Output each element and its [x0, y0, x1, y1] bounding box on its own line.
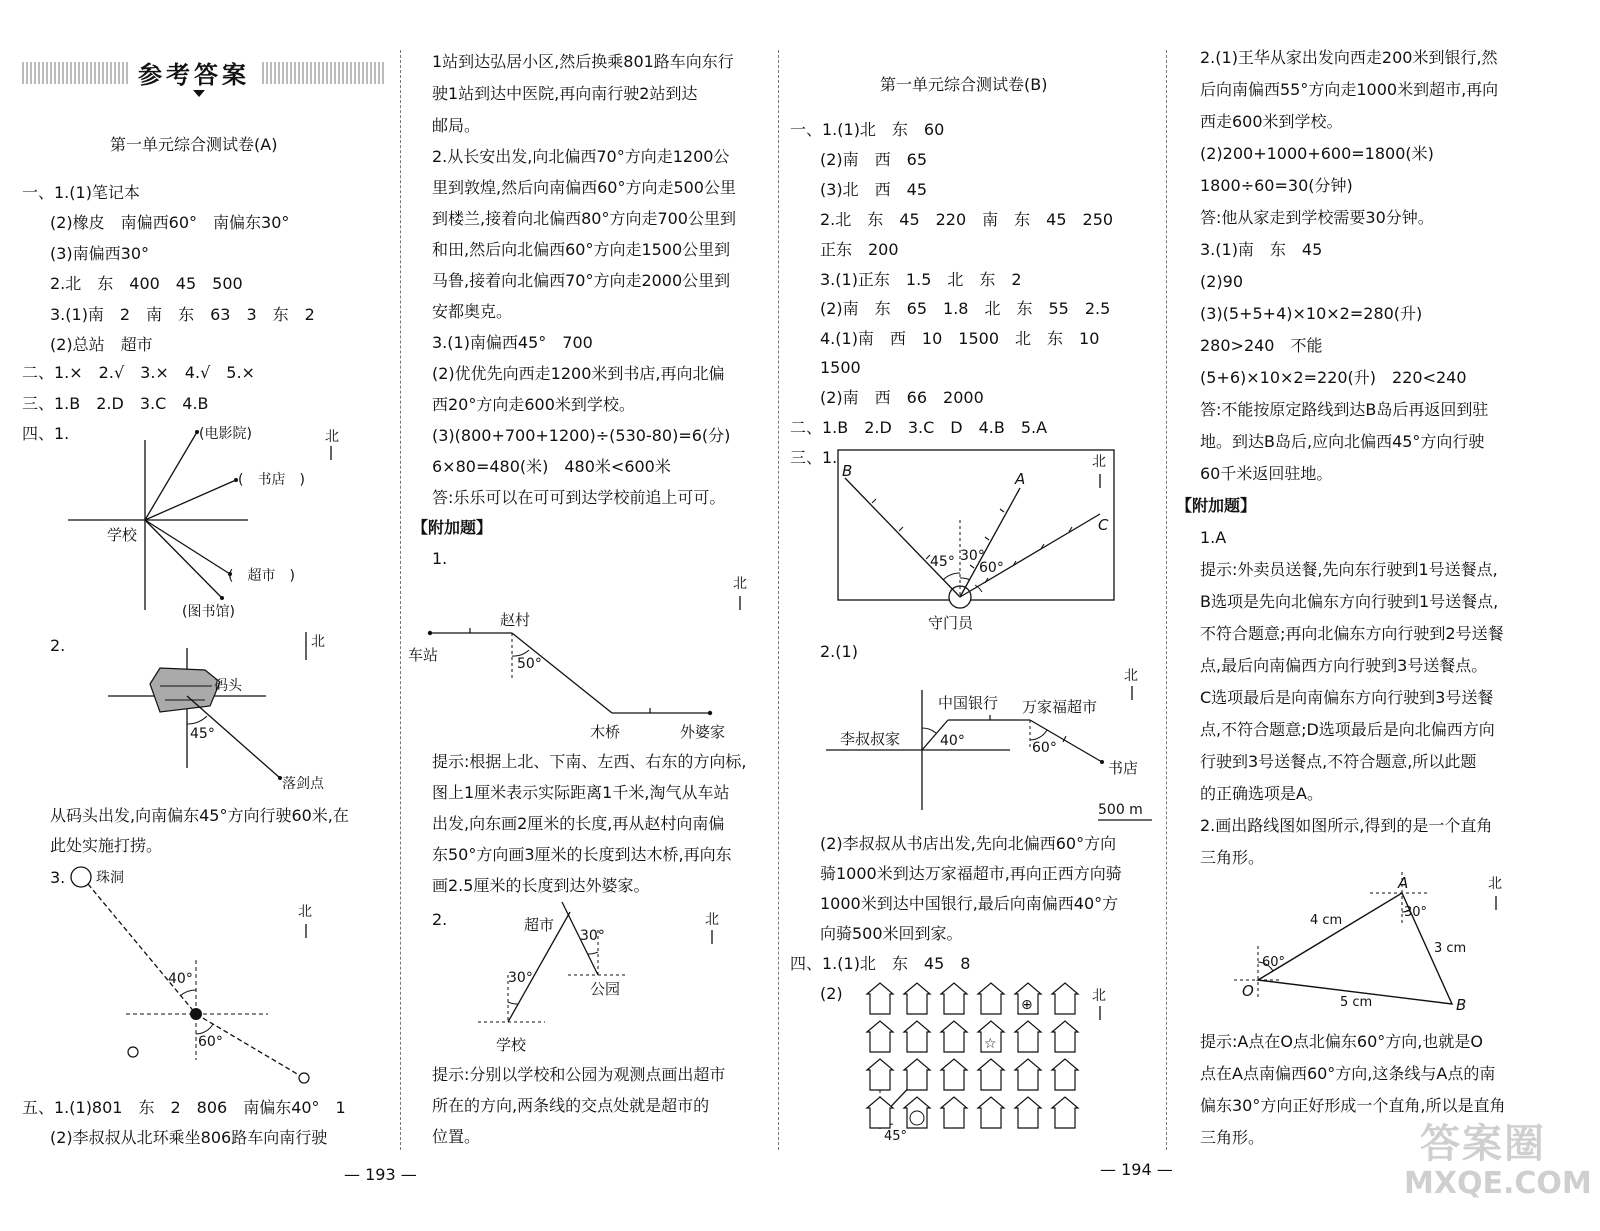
angle-label-40: 40°	[168, 971, 193, 987]
bank-label: 中国银行	[938, 694, 999, 712]
text-line: 答:他从家走到学校需要30分钟。	[1200, 208, 1434, 227]
text-line: 2.北 东 45 220 南 东 45 250	[820, 210, 1114, 229]
angle-label-45: 45°	[930, 554, 955, 570]
angle-label-60: 60°	[1032, 740, 1057, 756]
hint-line: 画2.5厘米的长度到达外婆家。	[432, 876, 650, 895]
north-label: 北	[325, 429, 339, 445]
text-line: 提示:外卖员送餐,先向东行驶到1号送餐点,	[1200, 560, 1498, 579]
text-line: C选项最后是向南偏东方向行驶到3号送餐	[1200, 688, 1494, 707]
bookstore-label: ( 书店 )	[238, 472, 305, 488]
angle-label-2: 30°	[508, 970, 533, 986]
angle-label-40: 40°	[940, 733, 965, 749]
text-line: (2)90	[1200, 272, 1244, 291]
text-line: 1500	[820, 358, 861, 377]
school-label: 学校	[496, 1036, 527, 1054]
text-line: (2)李叔叔从北环乘坐806路车向南行驶	[50, 1128, 328, 1147]
house-icon	[1015, 1021, 1041, 1052]
text-line: 地。到达B岛后,应向北偏西45°方向行驶	[1200, 432, 1485, 451]
hint-line: 所在的方向,两条线的交点处就是超市的	[432, 1096, 710, 1115]
text-line: 60千米返回驻地。	[1200, 464, 1333, 483]
text-line: 1.	[432, 549, 448, 568]
watermark-url: MXQE.COM	[1404, 1166, 1592, 1201]
point-o-label: O	[1242, 982, 1254, 1000]
text-line: 1800÷60=30(分钟)	[1200, 176, 1353, 195]
north-label: 北	[311, 634, 325, 650]
hint-line: 三角形。	[1200, 1128, 1265, 1147]
point-a-label: A	[1015, 470, 1026, 488]
text-line: 和田,然后向北偏西60°方向走1500公里到	[432, 240, 731, 259]
text-line: 二、1.× 2.√ 3.× 4.√ 5.×	[22, 363, 255, 382]
side-ab-label: 3 cm	[1434, 941, 1467, 956]
hint-line: 点在A点南偏西60°方向,这条线与A点的南	[1200, 1064, 1496, 1083]
hint-line: 位置。	[432, 1127, 481, 1146]
text-line: 二、1.B 2.D 3.C D 4.B 5.A	[790, 418, 1048, 437]
text-line: 到楼兰,接着向北偏西80°方向走700公里到	[432, 209, 736, 228]
text-line: (2)李叔叔从书店出发,先向北偏西60°方向	[820, 834, 1117, 853]
text-line: (2)南 西 66 2000	[820, 388, 984, 407]
text-line: 2.北 东 400 45 500	[50, 274, 243, 293]
text-line: B选项是先向北偏东方向行驶到1号送餐点,	[1200, 592, 1499, 611]
text-line: 行驶到3号送餐点,不符合题意,所以此题	[1200, 752, 1477, 771]
side-ob-label: 5 cm	[1340, 995, 1373, 1010]
library-label: (图书馆)	[182, 604, 235, 620]
watermark-logo: 答案圈	[1420, 1121, 1546, 1167]
north-label: 北	[1124, 668, 1138, 684]
angle-label-1: 30°	[580, 928, 605, 944]
text-line: 后向南偏西55°方向走1000米到超市,再向	[1200, 80, 1499, 99]
target-icon: ⊕	[1021, 997, 1033, 1013]
island-label: 珠洞	[96, 870, 124, 886]
text-line: (3)北 西 45	[820, 180, 928, 199]
north-label: 北	[1092, 988, 1106, 1004]
text-line: 6×80=480(米) 480米<600米	[432, 457, 671, 476]
star-icon: ☆	[984, 1036, 997, 1052]
angle-label-60: 60°	[979, 560, 1004, 576]
house-icon	[941, 1059, 967, 1090]
text-line: 五、1.(1)801 东 2 806 南偏东40° 1	[22, 1098, 346, 1117]
text-line: 里到敦煌,然后向南偏西60°方向走500公里	[432, 178, 736, 197]
text-line: (3)(5+5+4)×10×2=280(升)	[1200, 304, 1423, 323]
house-icon	[941, 1021, 967, 1052]
point-b-label: B	[842, 462, 853, 480]
section-heading-a: 第一单元综合测试卷(A)	[110, 135, 278, 154]
text-line: 三角形。	[1200, 848, 1265, 867]
point-a-label: A	[1398, 874, 1409, 892]
house-icon	[1052, 1097, 1078, 1128]
section-heading-b: 第一单元综合测试卷(B)	[880, 75, 1048, 94]
text-line: 答:不能按原定路线到达B岛后再返回到驻	[1200, 400, 1489, 419]
text-line: 骑1000米到达万家福超市,再向正西方向骑	[820, 864, 1122, 883]
scale-label: 500 m	[1098, 802, 1143, 818]
school-label: 学校	[107, 526, 138, 544]
text-line: 三、1.	[790, 448, 838, 467]
question-number: 2.	[432, 910, 448, 929]
text-line: (2)200+1000+600=1800(米)	[1200, 144, 1434, 163]
point-b-label: B	[1456, 996, 1467, 1014]
hint-line: 偏东30°方向正好形成一个直角,所以是直角	[1200, 1096, 1506, 1115]
goalkeeper-label: 守门员	[928, 614, 974, 632]
supermarket-label: 超市	[524, 916, 555, 934]
text-line: 不符合题意;再向北偏东方向行驶到2号送餐	[1200, 624, 1504, 643]
house-icon	[867, 1059, 893, 1090]
text-line: 四、1.(1)北 东 45 8	[790, 954, 971, 973]
house-icon	[978, 1059, 1004, 1090]
house-icon	[1015, 1097, 1041, 1128]
point-c-label: C	[1098, 516, 1109, 534]
text-line: 点,不符合题意;D选项最后是向北偏西方向	[1200, 720, 1495, 739]
north-label: 北	[733, 576, 747, 592]
text-line: 从码头出发,向南偏东45°方向行驶60米,在	[50, 806, 349, 825]
text-line: (2)南 西 65	[820, 150, 928, 169]
question-number: 2.(1)	[820, 642, 858, 661]
bookstore-label: 书店	[1108, 759, 1139, 777]
point-label: 落剑点	[282, 776, 324, 792]
side-ao-label: 4 cm	[1310, 913, 1343, 928]
page-title: 参考答案	[138, 55, 250, 90]
text-line: 3.(1)南 东 45	[1200, 240, 1323, 259]
house-icon	[867, 1097, 893, 1128]
text-line: 3.	[50, 868, 66, 887]
text-line: 4.(1)南 西 10 1500 北 东 10	[820, 329, 1100, 348]
angle-label: 50°	[517, 656, 542, 672]
text-line: 一、1.(1)北 东 60	[790, 120, 945, 139]
text-line: 此处实施打捞。	[50, 836, 163, 855]
park-label: 公园	[590, 980, 621, 998]
text-line: (2)总站 超市	[50, 335, 153, 354]
house-icon	[941, 1097, 967, 1128]
text-line: 驶1站到达中医院,再向南行驶2站到达	[432, 84, 698, 103]
north-label: 北	[1092, 454, 1106, 470]
house-icon	[1052, 1059, 1078, 1090]
text-line: 2.	[50, 636, 66, 655]
text-line: 1站到达弘居小区,然后换乘801路车向东行	[432, 52, 734, 71]
home-label: 李叔叔家	[840, 730, 901, 748]
text-line: 1000米到达中国银行,最后向南偏西40°方	[820, 894, 1119, 913]
hint-line: 提示:分别以学校和公园为观测点画出超市	[432, 1065, 726, 1084]
text-line: (5+6)×10×2=220(升) 220<240	[1200, 368, 1467, 387]
bridge-label: 木桥	[590, 723, 621, 741]
text-line: 西走600米到学校。	[1200, 112, 1343, 131]
text-line: 三、1.B 2.D 3.C 4.B	[22, 394, 209, 413]
dock-label: 码头	[214, 678, 242, 694]
hint-line: 提示:根据上北、下南、左西、右东的方向标,	[432, 752, 747, 771]
section-label: 【附加题】	[1176, 496, 1257, 515]
north-label: 北	[1488, 876, 1502, 892]
grandma-label: 外婆家	[680, 723, 726, 741]
north-label: 北	[705, 912, 719, 928]
house-icon	[904, 1059, 930, 1090]
text-line: 2.从长安出发,向北偏西70°方向走1200公	[432, 147, 730, 166]
hint-line: 提示:A点在O点北偏东60°方向,也就是O	[1200, 1032, 1483, 1051]
text-line: 点,最后向南偏西方向行驶到3号送餐点。	[1200, 656, 1488, 675]
text-line: 答:乐乐可以在可可到达学校前追上可可。	[432, 488, 726, 507]
angle-label-30: 30°	[1404, 905, 1428, 920]
text-line: 3.(1)南偏西45° 700	[432, 333, 593, 352]
supermarket-label: ( 超市 )	[228, 568, 295, 584]
house-icon	[904, 1021, 930, 1052]
text-line: 马鲁,接着向北偏西70°方向走2000公里到	[432, 271, 731, 290]
text-line: 四、1.	[22, 424, 70, 443]
text-line: 1.A	[1200, 528, 1227, 547]
text-line: 西20°方向走600米到学校。	[432, 395, 635, 414]
page-number-right: — 194 —	[1100, 1160, 1173, 1179]
hint-line: 东50°方向画3厘米的长度到达木桥,再向东	[432, 845, 732, 864]
angle-label-60: 60°	[198, 1034, 223, 1050]
text-line: 3.(1)南 2 南 东 63 3 东 2	[50, 305, 315, 324]
text-line: 向骑500米回到家。	[820, 924, 963, 943]
angle-label-30: 30°	[960, 548, 985, 564]
text-line: 一、1.(1)笔记本	[22, 183, 140, 202]
village-label: 赵村	[500, 611, 531, 629]
text-line: (2)	[820, 984, 843, 1003]
house-icon	[867, 1021, 893, 1052]
text-line: 邮局。	[432, 116, 481, 135]
house-icon	[1052, 1021, 1078, 1052]
section-label: 【附加题】	[412, 518, 493, 537]
angle-label: 45°	[190, 726, 215, 742]
house-icon	[1015, 1059, 1041, 1090]
text-line: 安都奥克。	[432, 302, 513, 321]
text-line: 正东 200	[820, 240, 899, 259]
house-icon	[978, 1097, 1004, 1128]
station-label: 车站	[408, 646, 439, 664]
text-line: (3)(800+700+1200)÷(530-80)=6(分)	[432, 426, 731, 445]
page-number-left: — 193 —	[344, 1165, 417, 1184]
market-label: 万家福超市	[1022, 698, 1098, 716]
text-line: 3.(1)正东 1.5 北 东 2	[820, 270, 1022, 289]
text-line: 2.(1)王华从家出发向西走200米到银行,然	[1200, 48, 1498, 67]
text-line: (2)优优先向西走1200米到书店,再向北偏	[432, 364, 725, 383]
hint-line: 出发,向东画2厘米的长度,再从赵村向南偏	[432, 814, 725, 833]
north-label: 北	[298, 904, 312, 920]
angle-label-60: 60°	[1262, 955, 1286, 970]
angle-label: 45°	[884, 1129, 908, 1144]
cinema-label: (电影院)	[199, 426, 252, 442]
hint-line: 图上1厘米表示实际距离1千米,淘气从车站	[432, 783, 730, 802]
text-line: (2)南 东 65 1.8 北 东 55 2.5	[820, 299, 1111, 318]
text-line: (2)橡皮 南偏西60° 南偏东30°	[50, 213, 290, 232]
text-line: 的正确选项是A。	[1200, 784, 1323, 803]
text-line: 280>240 不能	[1200, 336, 1323, 355]
text-line: 2.画出路线图如图所示,得到的是一个直角	[1200, 816, 1493, 835]
house-icon	[904, 1097, 930, 1128]
text-line: (3)南偏西30°	[50, 244, 150, 263]
